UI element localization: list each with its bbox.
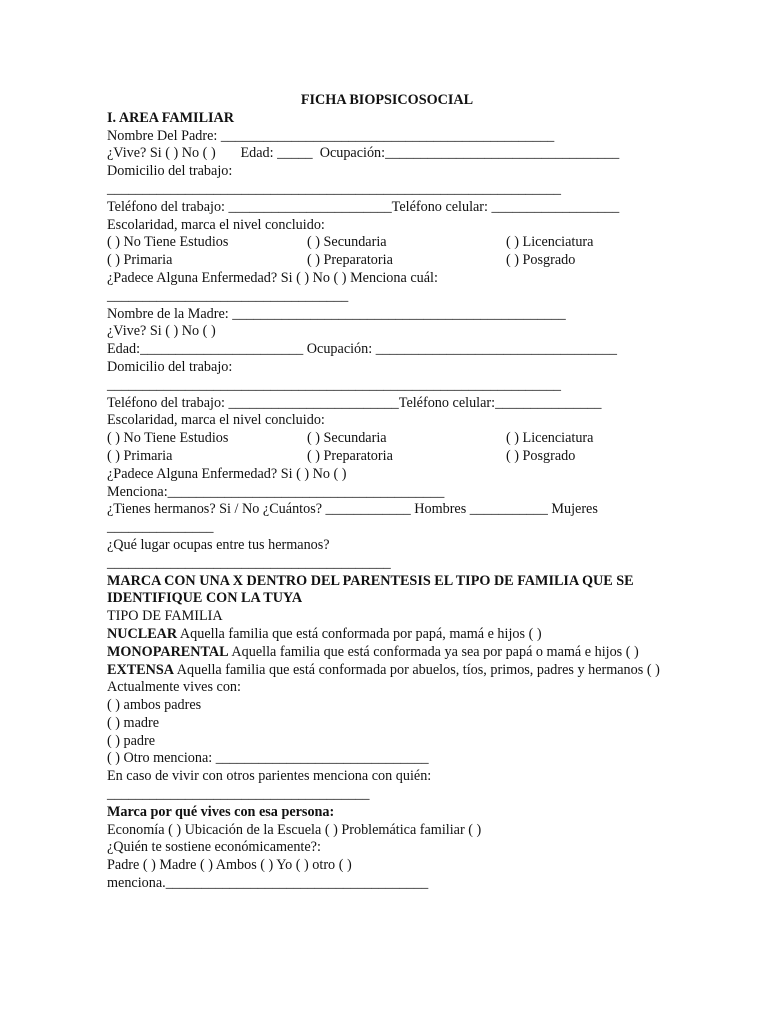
- father-domicilio-label: Domicilio del trabajo:: [107, 163, 233, 180]
- mother-menciona-field[interactable]: Menciona:_______________________________________: [107, 483, 445, 500]
- option-primaria[interactable]: ( ) Primaria: [107, 252, 173, 269]
- option-no-estudios[interactable]: ( ) No Tiene Estudios: [107, 234, 229, 251]
- living-question: Actualmente vives con:: [107, 679, 241, 696]
- monoparental-label: MONOPARENTAL: [107, 643, 229, 660]
- extensa-label: EXTENSA: [107, 661, 175, 678]
- family-extensa[interactable]: [107, 662, 667, 680]
- father-options-row-1: [107, 234, 667, 252]
- mother-vive-field[interactable]: ¿Vive? Si ( ) No ( ): [107, 323, 216, 340]
- living-option-padre[interactable]: ( ) padre: [107, 732, 156, 749]
- option-posgrado[interactable]: ( ) Posgrado: [506, 447, 576, 464]
- option-no-estudios[interactable]: ( ) No Tiene Estudios: [107, 430, 229, 447]
- living-option-ambos[interactable]: ( ) ambos padres: [107, 697, 202, 714]
- option-licenciatura[interactable]: ( ) Licenciatura: [506, 234, 594, 251]
- section-heading: I. AREA FAMILIAR: [107, 109, 235, 126]
- reason-options[interactable]: Economía ( ) Ubicación de la Escuela ( ) Problemática familiar ( ): [107, 821, 482, 838]
- siblings-place-label: ¿Qué lugar ocupas entre tus hermanos?: [107, 536, 330, 553]
- siblings-place-line[interactable]: ________________________________________: [107, 554, 391, 571]
- siblings-line[interactable]: _______________: [107, 519, 214, 536]
- mother-telefono-field[interactable]: Teléfono del trabajo: ________________________Teléfono celular:_______________: [107, 394, 602, 411]
- nuclear-label: NUCLEAR: [107, 625, 178, 642]
- living-otros-label: En caso de vivir con otros parientes menciona con quién:: [107, 768, 432, 785]
- form-page: [107, 92, 667, 893]
- family-nuclear[interactable]: [107, 626, 667, 644]
- family-type-instruction: MARCA CON UNA X DENTRO DEL PARENTESIS EL TIPO DE FAMILIA QUE SE IDENTIFIQUE CON LA TUYA: [107, 572, 634, 607]
- option-secundaria[interactable]: ( ) Secundaria: [307, 430, 387, 447]
- mother-name-field[interactable]: Nombre de la Madre: _______________________________________________: [107, 305, 566, 322]
- mother-options-row-2: [107, 448, 667, 466]
- extensa-text: Aquella familia que está conformada por abuelos, tíos, primos, padres y hermanos ( ): [174, 661, 660, 678]
- option-secundaria[interactable]: ( ) Secundaria: [307, 234, 387, 251]
- support-menciona-field[interactable]: menciona._____________________________________: [107, 875, 429, 892]
- reason-heading: Marca por qué vives con esa persona:: [107, 803, 335, 820]
- monoparental-text: Aquella familia que está conformada ya sea por papá o mamá e hijos ( ): [228, 643, 639, 660]
- father-escolaridad-label: Escolaridad, marca el nivel concluido:: [107, 216, 325, 233]
- option-licenciatura[interactable]: ( ) Licenciatura: [506, 430, 594, 447]
- nuclear-text: Aquella familia que está conformada por papá, mamá e hijos ( ): [177, 625, 542, 642]
- mother-domicilio-label: Domicilio del trabajo:: [107, 358, 233, 375]
- father-vive-field[interactable]: ¿Vive? Si ( ) No ( ) Edad: _____ Ocupación:_________________________________: [107, 145, 620, 162]
- mother-domicilio-line[interactable]: ________________________________________________________________: [107, 376, 561, 393]
- option-primaria[interactable]: ( ) Primaria: [107, 447, 173, 464]
- form-title: FICHA BIOPSICOSOCIAL: [300, 92, 474, 108]
- father-telefono-field[interactable]: Teléfono del trabajo: _______________________Teléfono celular: __________________: [107, 198, 620, 215]
- father-enfermedad-line[interactable]: __________________________________: [107, 287, 349, 304]
- family-type-heading: TIPO DE FAMILIA: [107, 608, 223, 625]
- living-otros-line[interactable]: _____________________________________: [107, 786, 370, 803]
- father-domicilio-line[interactable]: ________________________________________________________________: [107, 180, 561, 197]
- mother-edad-field[interactable]: Edad:_______________________ Ocupación: __________________________________: [107, 341, 617, 358]
- support-options[interactable]: Padre ( ) Madre ( ) Ambos ( ) Yo ( ) otro ( ): [107, 857, 352, 874]
- father-name-field[interactable]: Nombre Del Padre: _______________________________________________: [107, 127, 555, 144]
- father-enfermedad-field[interactable]: ¿Padece Alguna Enfermedad? Si ( ) No ( ) Menciona cuál:: [107, 269, 438, 286]
- mother-escolaridad-label: Escolaridad, marca el nivel concluido:: [107, 412, 325, 429]
- option-preparatoria[interactable]: ( ) Preparatoria: [307, 252, 393, 269]
- siblings-field[interactable]: ¿Tienes hermanos? Si / No ¿Cuántos? ____________ Hombres ___________ Mujeres: [107, 501, 598, 518]
- mother-options-row-1: [107, 430, 667, 448]
- living-option-madre[interactable]: ( ) madre: [107, 714, 159, 731]
- option-posgrado[interactable]: ( ) Posgrado: [506, 252, 576, 269]
- support-question: ¿Quién te sostiene económicamente?:: [107, 839, 321, 856]
- family-monoparental[interactable]: [107, 644, 667, 662]
- living-option-otro[interactable]: ( ) Otro menciona: ______________________________: [107, 750, 429, 767]
- option-preparatoria[interactable]: ( ) Preparatoria: [307, 447, 393, 464]
- father-options-row-2: [107, 252, 667, 270]
- mother-enfermedad-field[interactable]: ¿Padece Alguna Enfermedad? Si ( ) No ( ): [107, 465, 347, 482]
